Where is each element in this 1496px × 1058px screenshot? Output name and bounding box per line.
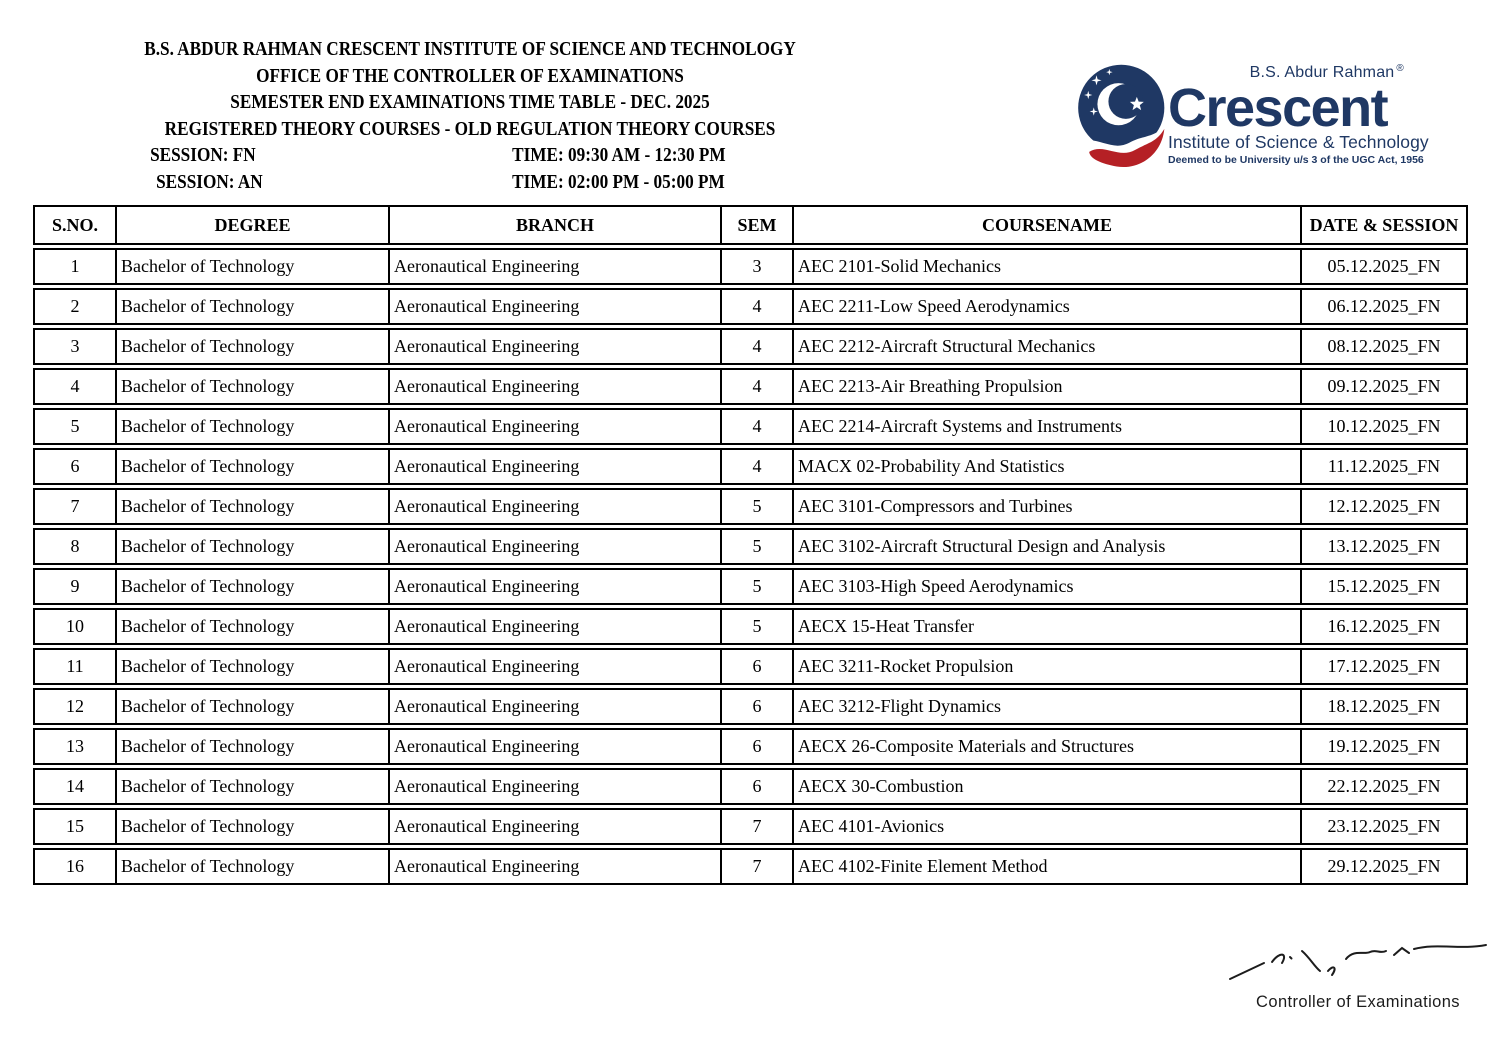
cell-coursename: AEC 4102-Finite Element Method: [792, 848, 1300, 885]
cell-sno: 9: [33, 568, 115, 605]
table-row: [33, 488, 1468, 525]
crescent-emblem-icon: [1078, 62, 1170, 172]
cell-degree: Bachelor of Technology: [115, 248, 388, 285]
cell-sem: 6: [720, 768, 792, 805]
cell-sno: 1: [33, 248, 115, 285]
cell-branch: Aeronautical Engineering: [388, 488, 720, 525]
logo-brand-small-text: B.S. Abdur Rahman: [1249, 64, 1395, 81]
cell-coursename: AEC 3211-Rocket Propulsion: [792, 648, 1300, 685]
table-row: [33, 288, 1468, 325]
cell-coursename: AEC 3102-Aircraft Structural Design and Analysis: [792, 528, 1300, 565]
cell-sno: 2: [33, 288, 115, 325]
table-row: [33, 608, 1468, 645]
cell-sno: 5: [33, 408, 115, 445]
table-row: [33, 248, 1468, 285]
cell-sem: 6: [720, 648, 792, 685]
table-row: [33, 328, 1468, 365]
cell-coursename: AEC 2211-Low Speed Aerodynamics: [792, 288, 1300, 325]
cell-date-session: 17.12.2025_FN: [1300, 648, 1468, 685]
logo-brand-tagline: Deemed to be University u/s 3 of the UGC Act, 1956: [1168, 154, 1424, 166]
cell-branch: Aeronautical Engineering: [388, 728, 720, 765]
cell-sem: 4: [720, 328, 792, 365]
cell-date-session: 12.12.2025_FN: [1300, 488, 1468, 525]
cell-branch: Aeronautical Engineering: [388, 648, 720, 685]
col-header-sem: SEM: [720, 205, 792, 245]
cell-sem: 4: [720, 448, 792, 485]
cell-date-session: 22.12.2025_FN: [1300, 768, 1468, 805]
cell-branch: Aeronautical Engineering: [388, 408, 720, 445]
cell-coursename: AEC 2212-Aircraft Structural Mechanics: [792, 328, 1300, 365]
regulation-line: REGISTERED THEORY COURSES - OLD REGULATION THEORY COURSES: [164, 117, 776, 140]
cell-degree: Bachelor of Technology: [115, 768, 388, 805]
cell-date-session: 13.12.2025_FN: [1300, 528, 1468, 565]
cell-sem: 6: [720, 688, 792, 725]
cell-branch: Aeronautical Engineering: [388, 528, 720, 565]
cell-sno: 12: [33, 688, 115, 725]
table-row: [33, 768, 1468, 805]
logo-brand-main: Crescent: [1168, 78, 1388, 138]
col-header-coursename: COURSENAME: [792, 205, 1300, 245]
table-row: [33, 808, 1468, 845]
cell-date-session: 18.12.2025_FN: [1300, 688, 1468, 725]
cell-coursename: AECX 30-Combustion: [792, 768, 1300, 805]
cell-coursename: AEC 4101-Avionics: [792, 808, 1300, 845]
cell-date-session: 11.12.2025_FN: [1300, 448, 1468, 485]
cell-date-session: 05.12.2025_FN: [1300, 248, 1468, 285]
cell-coursename: AEC 2213-Air Breathing Propulsion: [792, 368, 1300, 405]
cell-sno: 7: [33, 488, 115, 525]
cell-date-session: 06.12.2025_FN: [1300, 288, 1468, 325]
session-fn-time: TIME: 09:30 AM - 12:30 PM: [512, 144, 726, 166]
cell-degree: Bachelor of Technology: [115, 848, 388, 885]
cell-coursename: AEC 3101-Compressors and Turbines: [792, 488, 1300, 525]
cell-sem: 5: [720, 568, 792, 605]
cell-sno: 4: [33, 368, 115, 405]
cell-branch: Aeronautical Engineering: [388, 448, 720, 485]
cell-sem: 7: [720, 808, 792, 845]
table-row: [33, 368, 1468, 405]
office-line: OFFICE OF THE CONTROLLER OF EXAMINATIONS: [256, 64, 684, 87]
table-row: [33, 688, 1468, 725]
cell-coursename: AEC 3103-High Speed Aerodynamics: [792, 568, 1300, 605]
cell-degree: Bachelor of Technology: [115, 488, 388, 525]
cell-date-session: 23.12.2025_FN: [1300, 808, 1468, 845]
signature-scribble: [1222, 941, 1494, 987]
cell-sno: 10: [33, 608, 115, 645]
cell-sno: 16: [33, 848, 115, 885]
cell-branch: Aeronautical Engineering: [388, 328, 720, 365]
cell-degree: Bachelor of Technology: [115, 688, 388, 725]
document-header: [130, 36, 809, 195]
table-row: [33, 408, 1468, 445]
cell-coursename: AEC 2101-Solid Mechanics: [792, 248, 1300, 285]
col-header-branch: BRANCH: [388, 205, 720, 245]
logo-text-block: [1168, 63, 1429, 167]
col-header-degree: DEGREE: [115, 205, 388, 245]
timetable-body: [33, 248, 1468, 885]
exam-timetable: [33, 202, 1468, 888]
cell-degree: Bachelor of Technology: [115, 368, 388, 405]
cell-branch: Aeronautical Engineering: [388, 808, 720, 845]
col-header-date-session: DATE & SESSION: [1300, 205, 1468, 245]
header-row: [33, 205, 1468, 245]
logo-brand-sub: Institute of Science & Technology: [1168, 132, 1429, 152]
cell-date-session: 08.12.2025_FN: [1300, 328, 1468, 365]
cell-coursename: MACX 02-Probability And Statistics: [792, 448, 1300, 485]
session-an-time: TIME: 02:00 PM - 05:00 PM: [512, 170, 725, 193]
institute-name-line: B.S. ABDUR RAHMAN CRESCENT INSTITUTE OF SCIENCE AND TECHNOLOGY: [144, 38, 796, 60]
cell-date-session: 29.12.2025_FN: [1300, 848, 1468, 885]
cell-sem: 4: [720, 368, 792, 405]
cell-coursename: AECX 15-Heat Transfer: [792, 608, 1300, 645]
cell-degree: Bachelor of Technology: [115, 568, 388, 605]
session-fn-line: [130, 142, 809, 169]
cell-sno: 3: [33, 328, 115, 365]
table-row: [33, 528, 1468, 565]
cell-date-session: 19.12.2025_FN: [1300, 728, 1468, 765]
cell-coursename: AEC 2214-Aircraft Systems and Instruments: [792, 408, 1300, 445]
cell-sem: 4: [720, 288, 792, 325]
table-row: [33, 728, 1468, 765]
session-an-line: [130, 169, 809, 196]
session-an-label: SESSION: AN: [156, 170, 263, 193]
cell-degree: Bachelor of Technology: [115, 728, 388, 765]
signature-block: [1222, 941, 1494, 1012]
cell-branch: Aeronautical Engineering: [388, 848, 720, 885]
cell-sno: 14: [33, 768, 115, 805]
cell-degree: Bachelor of Technology: [115, 408, 388, 445]
cell-sem: 7: [720, 848, 792, 885]
cell-degree: Bachelor of Technology: [115, 448, 388, 485]
cell-date-session: 15.12.2025_FN: [1300, 568, 1468, 605]
cell-date-session: 09.12.2025_FN: [1300, 368, 1468, 405]
col-header-sno: S.NO.: [33, 205, 115, 245]
table-row: [33, 568, 1468, 605]
cell-date-session: 10.12.2025_FN: [1300, 408, 1468, 445]
cell-sno: 6: [33, 448, 115, 485]
timetable-head: [33, 205, 1468, 245]
cell-sem: 5: [720, 488, 792, 525]
timetable-title-line: SEMESTER END EXAMINATIONS TIME TABLE - DEC. 2025: [230, 91, 710, 113]
cell-date-session: 16.12.2025_FN: [1300, 608, 1468, 645]
cell-branch: Aeronautical Engineering: [388, 688, 720, 725]
cell-coursename: AEC 3212-Flight Dynamics: [792, 688, 1300, 725]
institute-logo: [1078, 60, 1488, 192]
cell-sem: 3: [720, 248, 792, 285]
cell-branch: Aeronautical Engineering: [388, 288, 720, 325]
table-row: [33, 848, 1468, 885]
cell-branch: Aeronautical Engineering: [388, 248, 720, 285]
cell-sno: 11: [33, 648, 115, 685]
cell-sem: 5: [720, 608, 792, 645]
signature-label: Controller of Examinations: [1256, 993, 1460, 1011]
cell-branch: Aeronautical Engineering: [388, 608, 720, 645]
session-fn-label: SESSION: FN: [150, 144, 256, 166]
cell-degree: Bachelor of Technology: [115, 808, 388, 845]
cell-degree: Bachelor of Technology: [115, 528, 388, 565]
cell-degree: Bachelor of Technology: [115, 608, 388, 645]
registered-mark: ®: [1396, 63, 1404, 74]
table-row: [33, 648, 1468, 685]
cell-degree: Bachelor of Technology: [115, 648, 388, 685]
cell-degree: Bachelor of Technology: [115, 328, 388, 365]
cell-branch: Aeronautical Engineering: [388, 568, 720, 605]
cell-sem: 4: [720, 408, 792, 445]
cell-sem: 5: [720, 528, 792, 565]
cell-branch: Aeronautical Engineering: [388, 368, 720, 405]
cell-coursename: AECX 26-Composite Materials and Structures: [792, 728, 1300, 765]
cell-sem: 6: [720, 728, 792, 765]
cell-degree: Bachelor of Technology: [115, 288, 388, 325]
cell-branch: Aeronautical Engineering: [388, 768, 720, 805]
cell-sno: 8: [33, 528, 115, 565]
cell-sno: 13: [33, 728, 115, 765]
table-row: [33, 448, 1468, 485]
cell-sno: 15: [33, 808, 115, 845]
